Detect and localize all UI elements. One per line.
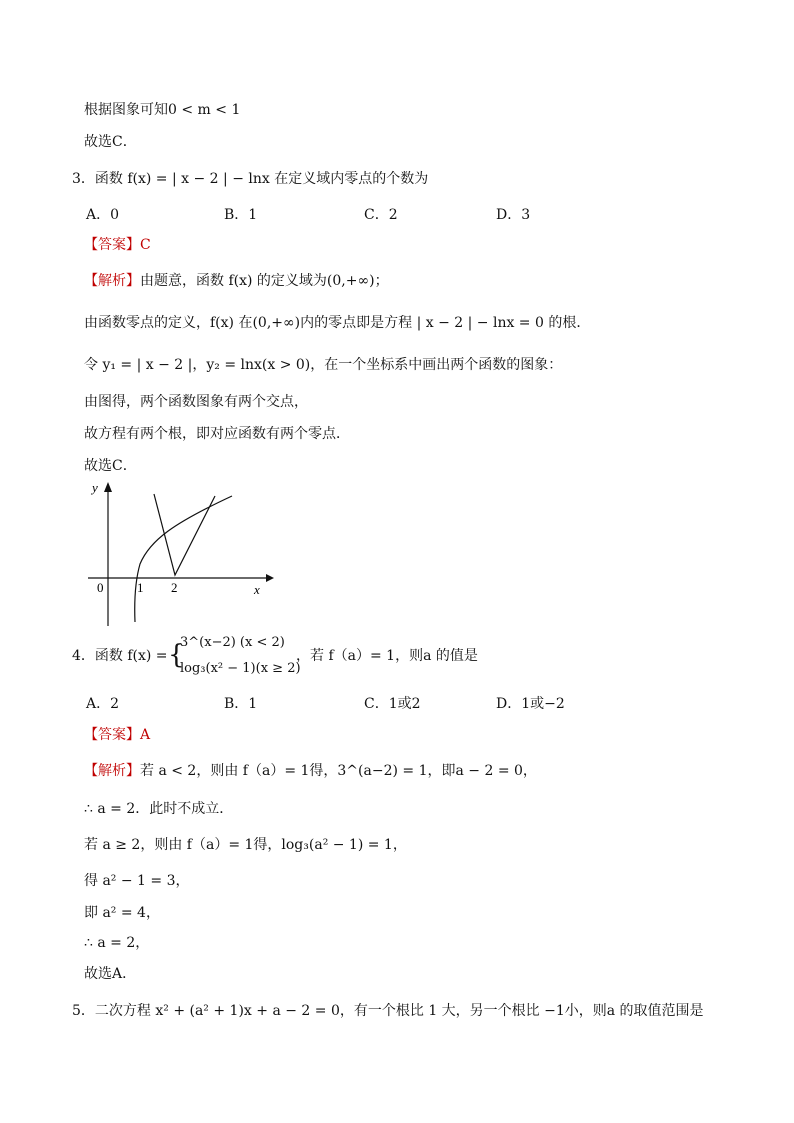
y-axis-label: y bbox=[92, 480, 98, 495]
text-line: 即 a² = 4， bbox=[84, 905, 160, 921]
piecewise-case-2: log₃(x² − 1)(x ≥ 2) bbox=[180, 661, 301, 676]
piecewise-brace: { bbox=[168, 640, 185, 670]
answer-tag: 【答案】 bbox=[84, 727, 140, 743]
answer-tag: 【答案】 bbox=[84, 237, 140, 253]
text-line: ∴ a = 2， bbox=[84, 935, 150, 951]
option-b: B．1 bbox=[224, 696, 258, 712]
question-4-suffix: ，若 f（a）= 1，则a 的值是 bbox=[296, 648, 478, 664]
text-line: 故选A． bbox=[84, 966, 137, 982]
text-line: 由函数零点的定义，f(x) 在(0,+∞)内的零点即是方程 | x − 2 | − lnx = 0 的根． bbox=[84, 315, 591, 331]
analysis-text: 由题意，函数 f(x) 的定义域为(0,+∞)； bbox=[140, 273, 389, 289]
analysis-line bbox=[84, 762, 537, 780]
question-4-prefix: 4．函数 f(x) = bbox=[72, 648, 168, 664]
answer-value: C bbox=[140, 237, 151, 253]
tick-label-1: 1 bbox=[137, 580, 144, 595]
text-line: 故方程有两个根，即对应函数有两个零点． bbox=[84, 426, 350, 442]
text-line: 令 y₁ = | x − 2 |，y₂ = lnx(x > 0)，在一个坐标系中画出两个函数的图象： bbox=[84, 357, 563, 373]
analysis-tag: 【解析】 bbox=[84, 763, 140, 779]
question-5: 5．二次方程 x² + (a² + 1)x + a − 2 = 0，有一个根比 1 大，另一个根比 −1小，则a 的取值范围是 bbox=[72, 1003, 704, 1019]
option-a: A．2 bbox=[86, 696, 120, 712]
text-line: 故选C． bbox=[84, 134, 137, 150]
text-line: 根据图象可知0 < m < 1 bbox=[84, 102, 241, 118]
option-d: D．3 bbox=[496, 207, 531, 223]
text-line: ∴ a = 2．此时不成立． bbox=[84, 801, 234, 817]
function-graph bbox=[84, 478, 274, 628]
answer-line bbox=[84, 236, 151, 254]
y-axis-arrow-icon bbox=[104, 482, 112, 492]
answer-value: A bbox=[140, 727, 151, 743]
x-axis-label: x bbox=[254, 582, 260, 597]
answer-line bbox=[84, 726, 150, 744]
analysis-line bbox=[84, 272, 389, 290]
text-line: 故选C． bbox=[84, 458, 137, 474]
option-b: B．1 bbox=[224, 207, 258, 223]
tick-label-2: 2 bbox=[171, 580, 178, 595]
text-line: 由图得，两个函数图象有两个交点， bbox=[84, 394, 308, 410]
x-axis-arrow-icon bbox=[266, 574, 274, 582]
question-3: 3．函数 f(x) = | x − 2 | − lnx 在定义域内零点的个数为 bbox=[72, 171, 429, 187]
option-c: C．2 bbox=[364, 207, 398, 223]
option-d: D．1或−2 bbox=[496, 696, 565, 712]
option-a: A．0 bbox=[86, 207, 120, 223]
option-c: C．1或2 bbox=[364, 696, 421, 712]
analysis-text: 若 a < 2，则由 f（a）= 1得，3^(a−2) = 1，即a − 2 = 0， bbox=[140, 763, 537, 779]
origin-label: 0 bbox=[97, 580, 104, 595]
analysis-tag: 【解析】 bbox=[84, 273, 140, 289]
text-line: 得 a² − 1 = 3， bbox=[84, 873, 190, 889]
piecewise-case-1: 3^(x−2) (x < 2) bbox=[180, 635, 285, 650]
text-line: 若 a ≥ 2，则由 f（a）= 1得，log₃(a² − 1) = 1， bbox=[84, 837, 407, 853]
